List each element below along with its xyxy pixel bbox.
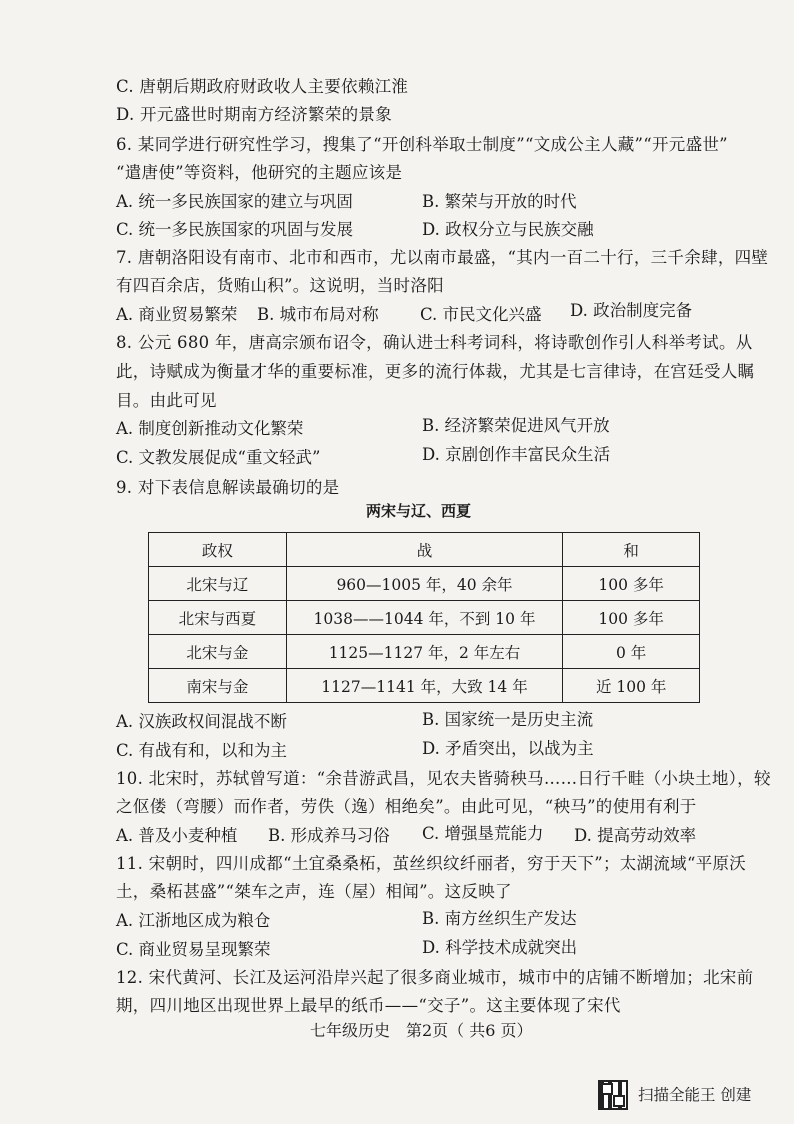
qr-code-icon: [598, 1080, 628, 1110]
cell-regime: 南宋与金: [149, 669, 287, 703]
q7-option-b: B. 城市布局对称: [257, 305, 379, 324]
q6-option-b: B. 繁荣与开放的时代: [422, 192, 577, 211]
option-d-prev: D. 开元盛世时期南方经济繁荣的景象: [116, 105, 393, 124]
q8-option-b: B. 经济繁荣促进风气开放: [422, 416, 610, 435]
cell-peace: 0 年: [563, 635, 700, 669]
q7-option-c: C. 市民文化兴盛: [420, 305, 542, 324]
header-regime: 政权: [149, 533, 287, 567]
question-12-line2: 期，四川地区出现世界上最早的纸币——“交子”。这主要体现了宋代: [116, 996, 621, 1015]
header-peace: 和: [563, 533, 700, 567]
q11-option-d: D. 科学技术成就突出: [422, 938, 578, 957]
question-7-line2: 有四百余店，货贿山积”。这说明，当时洛阳: [116, 276, 444, 295]
q10-option-a: A. 普及小麦种植: [116, 826, 238, 845]
cell-war: 1125—1127 年，2 年左右: [286, 635, 563, 669]
question-6-line1: 6. 某同学进行研究性学习，搜集了“开创科举取士制度”“文成公主人藏”“开元盛世”: [116, 135, 728, 154]
q10-option-b: B. 形成养马习俗: [268, 826, 390, 845]
q11-option-a: A. 江浙地区成为粮仓: [116, 911, 271, 930]
cell-war: 1127—1141 年，大致 14 年: [286, 669, 563, 703]
question-11-line2: 土，桑柘甚盛”“桀车之声，连（屋）相闻”。这反映了: [116, 882, 512, 901]
q6-option-c: C. 统一多民族国家的巩固与发展: [116, 220, 354, 239]
table-header-row: [149, 533, 700, 567]
question-9: 9. 对下表信息解读最确切的是: [116, 478, 340, 497]
q11-option-c: C. 商业贸易呈现繁荣: [116, 940, 271, 959]
scanner-watermark: 扫描全能王 创建: [638, 1086, 752, 1104]
cell-regime: 北宋与金: [149, 635, 287, 669]
question-8-line2: 此，诗赋成为衡量才华的重要标准，更多的流行体裁，尤其是七言律诗，在宫廷受人瞩: [116, 362, 755, 381]
q6-option-d: D. 政权分立与民族交融: [422, 220, 594, 239]
question-8-line1: 8. 公元 680 年，唐高宗颁布诏令，确认进士科考词科，将诗歌创作引人科举考试。从: [116, 333, 753, 352]
song-liao-xixia-table: [148, 532, 700, 703]
question-6-line2: “遣唐使”等资料，他研究的主题应该是: [116, 163, 403, 182]
q8-option-d: D. 京剧创作丰富民众生活: [422, 445, 611, 464]
cell-war: 1038——1044 年，不到 10 年: [286, 601, 563, 635]
q8-option-c: C. 文教发展促成“重文轻武”: [116, 448, 321, 467]
cell-peace: 100 多年: [563, 567, 700, 601]
cell-peace: 近 100 年: [563, 669, 700, 703]
cell-regime: 北宋与辽: [149, 567, 287, 601]
option-c-prev: C. 唐朝后期政府财政收人主要依赖江淮: [116, 77, 409, 96]
table-row: [149, 635, 700, 669]
q11-option-b: B. 南方丝织生产发达: [422, 909, 577, 928]
q8-option-a: A. 制度创新推动文化繁荣: [116, 419, 304, 438]
q9-option-b: B. 国家统一是历史主流: [422, 710, 594, 729]
cell-regime: 北宋与西夏: [149, 601, 287, 635]
q7-option-a: A. 商业贸易繁荣: [116, 305, 238, 324]
question-8-line3: 目。由此可见: [116, 391, 217, 410]
cell-war: 960—1005 年，40 余年: [286, 567, 563, 601]
question-7-line1: 7. 唐朝洛阳设有南市、北市和西市，尤以南市最盛，“其内一百二十行，三千余肆，四壁: [116, 248, 769, 267]
question-10-line2: 之伛偻（弯腰）而作者，劳佚（逸）相绝矣”。由此可见，“秧马”的使用有利于: [116, 797, 697, 816]
table-row: [149, 567, 700, 601]
q10-option-c: C. 增强垦荒能力: [422, 824, 544, 843]
table-title: 两宋与辽、西夏: [366, 502, 472, 520]
question-11-line1: 11. 宋朝时，四川成都“土宜桑桑柘，茧丝织纹纤丽者，穷于天下”；太湖流域“平原沃: [116, 854, 747, 873]
page-footer: 七年级历史 第2页（ 共6 页）: [310, 1021, 533, 1040]
q9-option-c: C. 有战有和，以和为主: [116, 741, 288, 760]
header-war: 战: [286, 533, 563, 567]
question-10-line1: 10. 北宋时，苏轼曾写道：“余昔游武昌，见农夫皆骑秧马……日行千畦（小块土地），较: [116, 769, 771, 788]
table-row: [149, 601, 700, 635]
q9-option-a: A. 汉族政权间混战不断: [116, 712, 287, 731]
q7-option-d: D. 政治制度完备: [570, 301, 693, 320]
question-12-line1: 12. 宋代黄河、长江及运河沿岸兴起了很多商业城市，城市中的店铺不断增加；北宋前: [116, 968, 754, 987]
q10-option-d: D. 提高劳动效率: [574, 826, 697, 845]
table-row: [149, 669, 700, 703]
cell-peace: 100 多年: [563, 601, 700, 635]
q6-option-a: A. 统一多民族国家的建立与巩固: [116, 192, 353, 211]
q9-option-d: D. 矛盾突出，以战为主: [422, 739, 594, 758]
